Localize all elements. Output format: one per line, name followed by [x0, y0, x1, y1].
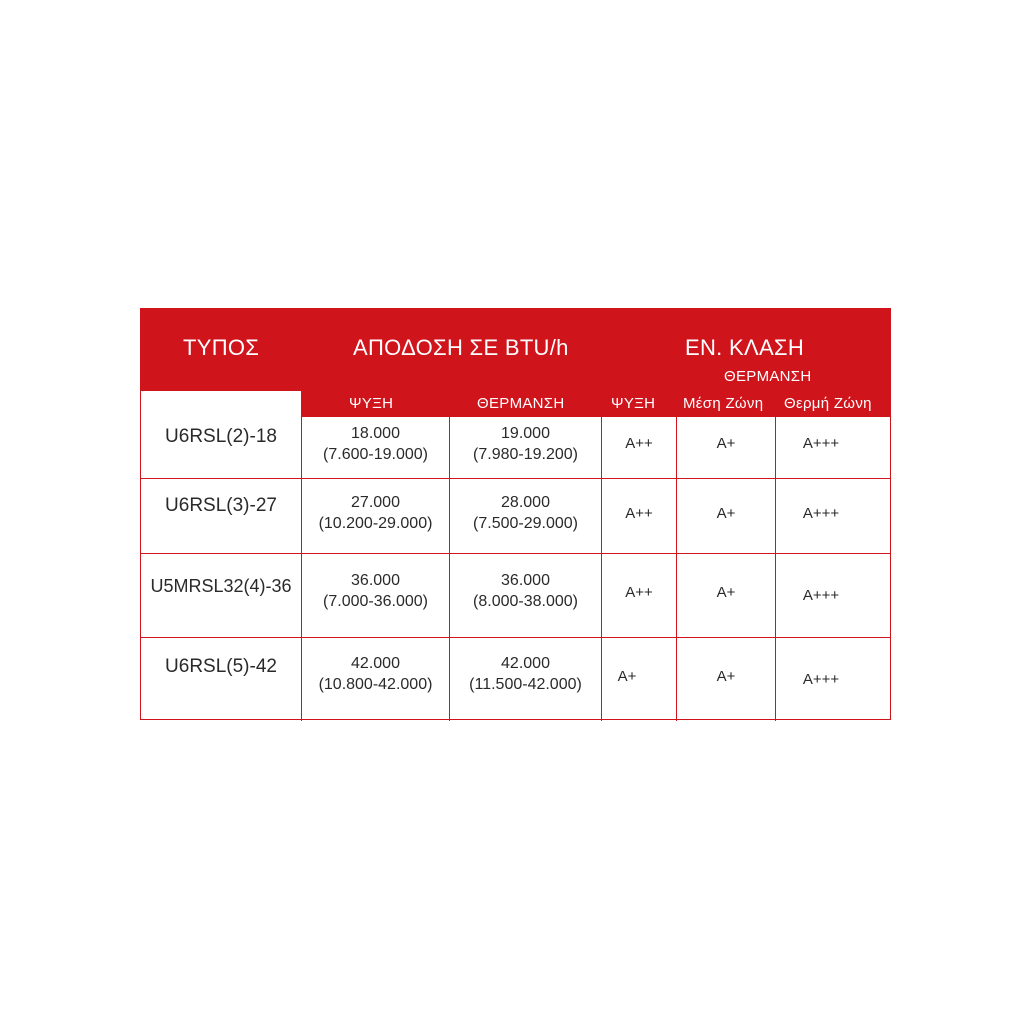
row-heating-output — [450, 570, 601, 612]
grid-line — [141, 637, 890, 638]
heating-range: (8.000-38.000) — [473, 593, 578, 610]
row-heating-output — [450, 492, 601, 534]
row-model: U5MRSL32(4)-36 — [150, 576, 292, 596]
subheader-output-cooling: ΨΥΞΗ — [349, 395, 394, 412]
row-class-mid-zone: A+ — [716, 584, 736, 601]
row-cooling-output — [302, 492, 449, 534]
grid-line — [141, 478, 890, 479]
row-class-cooling: A++ — [625, 505, 653, 522]
heating-range: (7.500-29.000) — [473, 515, 578, 532]
row-heating-output — [450, 653, 601, 695]
subheader-class-mid-zone: Μέση Ζώνη — [683, 395, 764, 412]
row-cooling-output — [302, 653, 449, 695]
subheader-class-warm-zone: Θερμή Ζώνη — [784, 395, 872, 412]
row-cooling-output — [302, 423, 449, 465]
row-class-cooling: A++ — [625, 584, 653, 601]
cooling-nominal: 27.000 — [351, 494, 400, 511]
row-model: U6RSL(3)-27 — [165, 495, 277, 516]
header-heating-group: ΘΕΡΜΑΝΣΗ — [724, 368, 812, 385]
heating-nominal: 19.000 — [501, 425, 550, 442]
header-output: ΑΠΟΔΟΣΗ ΣΕ BTU/h — [353, 335, 569, 360]
row-class-warm-zone: A+++ — [802, 505, 840, 522]
heating-nominal: 36.000 — [501, 572, 550, 589]
row-model: U6RSL(2)-18 — [165, 426, 277, 447]
header-type: ΤΥΠΟΣ — [183, 335, 260, 360]
cooling-nominal: 18.000 — [351, 425, 400, 442]
cooling-range: (10.200-29.000) — [318, 515, 433, 532]
grid-line — [141, 553, 890, 554]
heating-range: (11.500-42.000) — [469, 676, 582, 693]
spec-table — [140, 308, 891, 720]
heating-nominal: 42.000 — [501, 655, 550, 672]
row-class-cooling: A++ — [625, 435, 653, 452]
cooling-nominal: 36.000 — [351, 572, 400, 589]
cooling-range: (7.600-19.000) — [323, 446, 428, 463]
row-class-mid-zone: A+ — [716, 668, 736, 685]
cooling-range: (10.800-42.000) — [318, 676, 433, 693]
header-energy-class: ΕΝ. ΚΛΑΣΗ — [685, 335, 805, 360]
row-model: U6RSL(5)-42 — [165, 656, 277, 677]
subheader-output-heating: ΘΕΡΜΑΝΣΗ — [477, 395, 565, 412]
row-class-cooling: A+ — [617, 668, 637, 685]
cooling-range: (7.000-36.000) — [323, 593, 428, 610]
cooling-nominal: 42.000 — [351, 655, 400, 672]
heating-range: (7.980-19.200) — [473, 446, 578, 463]
first-model-cell-background — [141, 391, 302, 419]
row-class-warm-zone: A+++ — [802, 587, 840, 604]
row-class-mid-zone: A+ — [716, 435, 736, 452]
heating-nominal: 28.000 — [501, 494, 550, 511]
row-cooling-output — [302, 570, 449, 612]
row-heating-output — [450, 423, 601, 465]
row-class-warm-zone: A+++ — [802, 671, 840, 688]
row-class-warm-zone: A+++ — [802, 435, 840, 452]
subheader-class-cooling: ΨΥΞΗ — [611, 395, 656, 412]
row-class-mid-zone: A+ — [716, 505, 736, 522]
